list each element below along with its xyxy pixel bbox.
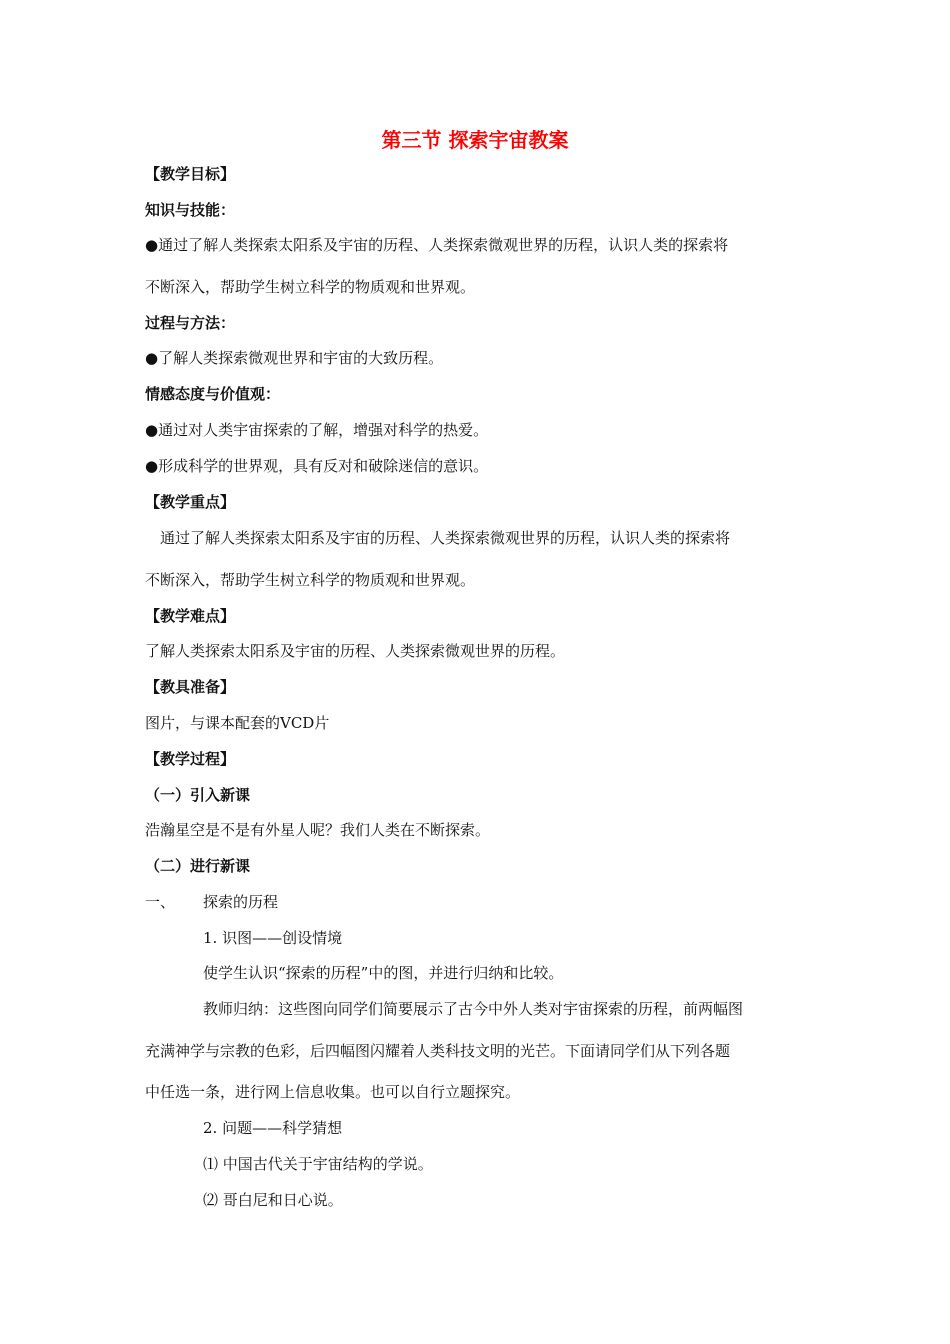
step2-title: （二）进行新课 <box>145 857 251 875</box>
heading-attitude: 情感态度与价值观： <box>145 385 281 403</box>
step1-title: （一）引入新课 <box>145 786 251 804</box>
question-2: ⑵ 哥白尼和日心说。 <box>203 1191 343 1209</box>
question-1: ⑴ 中国古代关于宇宙结构的学说。 <box>203 1155 433 1173</box>
process-paragraph: ●了解人类探索微观世界和宇宙的大致历程。 <box>145 349 444 367</box>
attitude-paragraph-1: ●通过对人类宇宙探索的了解，增强对科学的热爱。 <box>145 421 489 439</box>
teacher-summary-line-3: 中任选一条，进行网上信息收集。也可以自行立题探究。 <box>145 1083 521 1101</box>
page-title: 第三节 探索宇宙教案 <box>381 128 569 152</box>
heading-process: 过程与方法： <box>145 314 236 332</box>
heading-materials: 【教具准备】 <box>145 678 236 696</box>
heading-knowledge: 知识与技能： <box>145 201 236 219</box>
heading-procedure: 【教学过程】 <box>145 750 236 768</box>
item1-title: 1. 识图——创设情境 <box>203 929 343 947</box>
teacher-summary-line-2: 充满神学与宗教的色彩，后四幅图闪耀着人类科技文明的光芒。下面请同学们从下列各题 <box>145 1042 731 1060</box>
teacher-summary-line-1: 教师归纳：这些图向同学们简要展示了古今中外人类对宇宙探索的历程，前两幅图 <box>203 1000 744 1018</box>
section1-title: 探索的历程 <box>203 893 279 911</box>
keypoints-line-1: 通过了解人类探索太阳系及宇宙的历程、人类探索微观世界的历程，认识人类的探索将 <box>160 529 731 547</box>
keypoints-line-2: 不断深入，帮助学生树立科学的物质观和世界观。 <box>145 571 476 589</box>
item2-title: 2. 问题——科学猜想 <box>203 1119 343 1137</box>
heading-objectives: 【教学目标】 <box>145 165 236 183</box>
materials-paragraph: 图片，与课本配套的VCD片 <box>145 714 330 732</box>
section1-heading <box>145 892 278 912</box>
section1-number: 一、 <box>145 893 176 911</box>
heading-difficulty: 【教学难点】 <box>145 607 236 625</box>
heading-keypoints: 【教学重点】 <box>145 493 236 511</box>
item1-text: 使学生认识“探索的历程”中的图，并进行归纳和比较。 <box>203 964 564 982</box>
knowledge-paragraph-line-2: 不断深入，帮助学生树立科学的物质观和世界观。 <box>145 278 476 296</box>
step1-text: 浩瀚星空是不是有外星人呢？我们人类在不断探索。 <box>145 821 491 839</box>
knowledge-paragraph-line-1: ●通过了解人类探索太阳系及宇宙的历程、人类探索微观世界的历程，认识人类的探索将 <box>145 236 729 254</box>
difficulty-paragraph: 了解人类探索太阳系及宇宙的历程、人类探索微观世界的历程。 <box>145 642 566 660</box>
attitude-paragraph-2: ●形成科学的世界观，具有反对和破除迷信的意识。 <box>145 457 489 475</box>
